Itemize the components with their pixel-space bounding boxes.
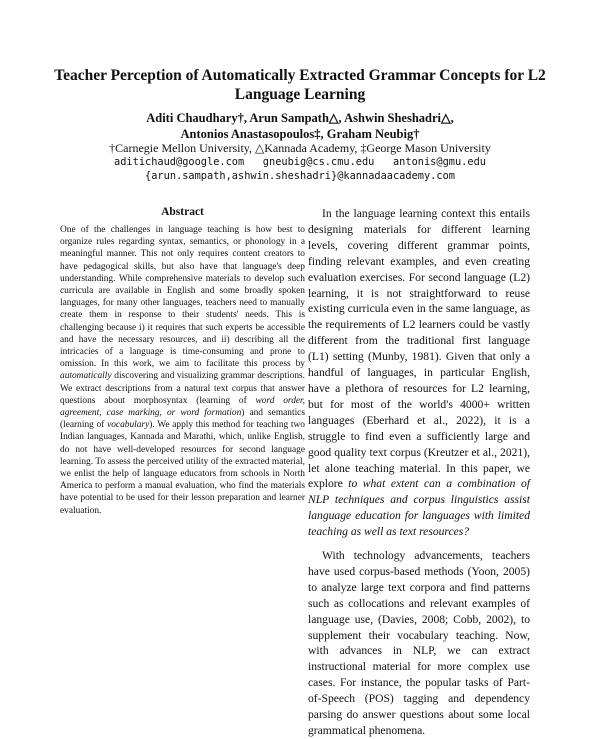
authors-line-2: Antonios Anastasopoulos‡, Graham Neubig† bbox=[180, 127, 420, 141]
abstract-heading: Abstract bbox=[161, 206, 204, 218]
intro-research-question: to what extent can a combination of NLP techniques and corpus linguistics assist language education for languages with limited teaching as well as text resources? bbox=[308, 477, 530, 539]
author-list bbox=[40, 110, 560, 142]
abstract-emphasis-automatically: automatically bbox=[60, 371, 112, 382]
author-emails-group: {arun.sampath,ashwin.sheshadri}@kannadaacademy.com bbox=[145, 170, 455, 182]
authors-line-1: Aditi Chaudhary†, Arun Sampath△, Ashwin Sheshadri△, bbox=[146, 111, 454, 125]
author-emails: aditichaud@google.com gneubig@cs.cmu.edu antonis@gmu.edu bbox=[114, 156, 486, 168]
abstract-emphasis-vocabulary: vocabulary bbox=[107, 420, 150, 431]
paper-title bbox=[40, 66, 560, 104]
title-line-1: Teacher Perception of Automatically Extracted Grammar Concepts for L2 bbox=[54, 67, 546, 84]
abstract-body bbox=[60, 224, 305, 517]
abstract-text-1: One of the challenges in language teaching is how best to organize rules regarding syntax, semantics, or phonology in a meaningful manner. This not only requires content creators to have pedagogical skills, but also have that language's deep understanding. While comprehensive materials to develop such curricula are available in English and some broadly spoken languages, for many other languages, teachers need to manually create them in response to their students' needs. This is challenging because i) it requires that such experts be accessible and have the necessary resources, and ii) describing all the intricacies of a language is time-consuming and prone to omission. In this work, we aim to facilitate this process by bbox=[60, 225, 305, 370]
abstract-text-4: ). We apply this method for teaching two Indian languages, Kannada and Marathi, which, unlike English, do not have well-developed resources for second language learning. To assess the perceived utility of the extracted material, we enlist the help of language educators from schools in North America to perform a manual evaluation, who find the materials have potential to be used for their lesson preparation and learner evaluation. bbox=[60, 420, 305, 516]
abstract-text-2: discovering and visualizing grammar descriptions. We extract descriptions from a natural text corpus that answer questions about morphosyntax (learning of bbox=[60, 371, 305, 406]
title-line-2: Language Learning bbox=[234, 86, 366, 103]
intro-paragraph-1-text: In the language learning context this entails designing materials for different learning levels, covering different grammar points, finding relevant examples, and even creating evaluation exercises. For second language (L2) learning, it is not straightforward to reuse existing curricula even in the same language, as the requirements of L2 learners could be vastly different from the traditional first language (L1) setting (Munby, 1981). Given that only a handful of languages, in particular English, have a plethora of resources for L2 learning, but for most of the world's 4000+ written languages (Eberhard et al., 2022), it is a struggle to find even a sufficiently large and good quality text corpus (Kreutzer et al., 2021), let alone teaching material. In this paper, we explore bbox=[308, 207, 530, 491]
intro-paragraph-2: With technology advancements, teachers have used corpus-based methods (Yoon, 2005) to analyze large text corpora and find patterns such as collocations and relevant examples of language use, (Davies, 2008; Cobb, 2002), to supplement their vocabulary teaching. Now, with advances in NLP, we can extract instructional material for more complex use cases. For instance, the popular tasks of Part-of-Speech (POS) tagging and dependency parsing do answer questions about some local grammatical phenomena. bbox=[308, 549, 530, 737]
introduction-column bbox=[308, 206, 530, 739]
affiliations: †Carnegie Mellon University, △Kannada Academy, ‡George Mason University bbox=[109, 141, 491, 155]
abstract-text-3: ) and semantics (learning of bbox=[60, 408, 305, 431]
intro-paragraph-1 bbox=[308, 206, 530, 540]
abstract-emphasis-morphosyntax: word order, agreement, case marking, or word formation bbox=[60, 395, 305, 419]
